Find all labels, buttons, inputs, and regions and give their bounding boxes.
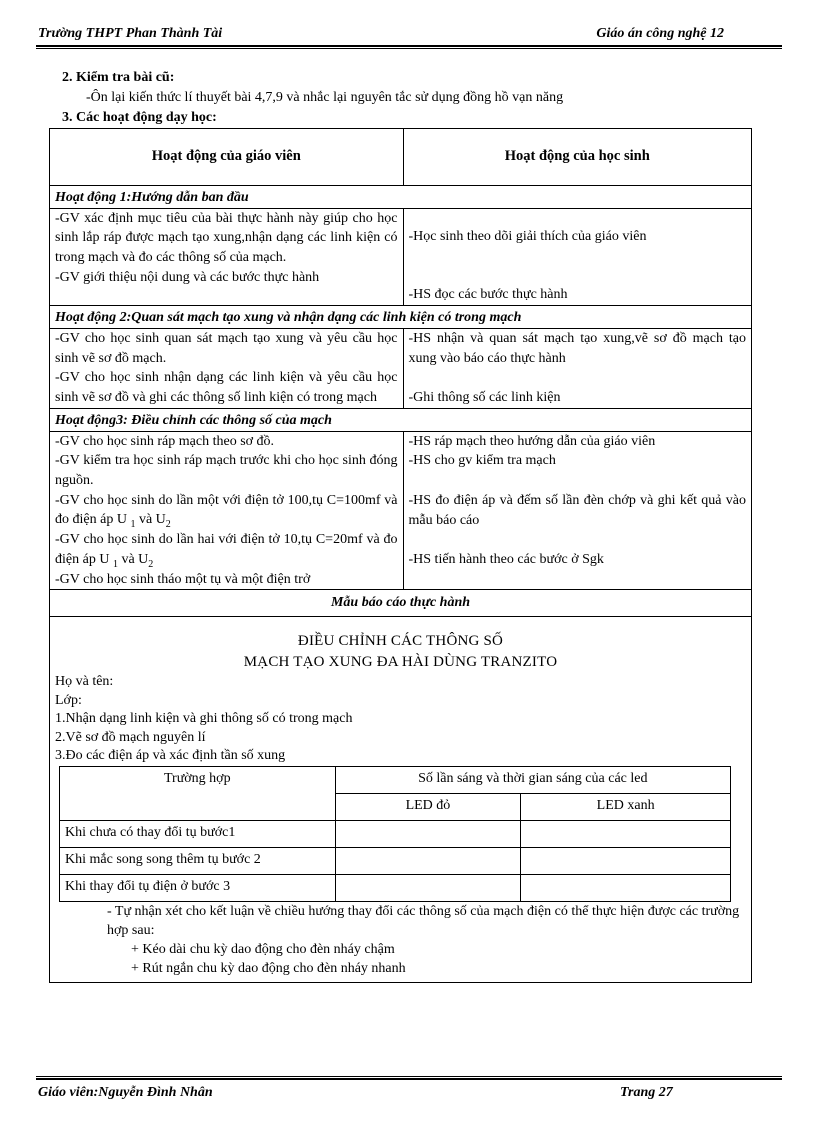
note-1: - Tự nhận xét cho kết luận về chiều hướng thay đổi các thông số của mạch điện có thể thực hiện được các trường hợp sau: [107,903,740,938]
report-item-2: 2.Vẽ sơ đồ mạch nguyên lí [55,729,206,745]
report-item-1: 1.Nhận dạng linh kiện và ghi thông số có trong mạch [55,711,353,727]
table-header-row [50,129,752,186]
page-number: Trang 27 [620,1085,673,1100]
report-content [50,617,752,983]
report-title-row [50,590,752,617]
col-student-header: Hoạt động của học sinh [403,129,752,186]
activity3-row [50,431,752,590]
page-footer [36,1083,782,1103]
activity3-title: Hoạt động3: Điều chỉnh các thông số của mạch [50,408,752,431]
case-cell: Khi mắc song song thêm tụ bước 2 [60,847,336,874]
col-case-header: Trường hợp [60,766,336,820]
activity1-student-1: -Học sinh theo dõi giải thích của giáo viên [408,228,647,244]
table-row [60,820,731,847]
activity3-student-4: -HS tiến hành theo các bước ở Sgk [408,552,604,568]
report-notes [107,902,746,978]
green-cell [521,874,731,901]
footer-rule-thin [36,1076,782,1077]
col-red-header: LED đỏ [335,793,521,820]
activity3-teacher-3: -GV cho học sinh do lần một với điện tở 100,tụ C=100mf và đo điện áp U $_1$ và $U_2$ [55,492,398,531]
table-row [60,874,731,901]
footer-rule [36,1078,782,1080]
teacher-name: Giáo viên:Nguyễn Đình Nhân [38,1085,213,1100]
col-teacher-header: Hoạt động của giáo viên [50,129,404,186]
report-title: Mẫu báo cáo thực hành [50,590,752,617]
case-cell: Khi thay đổi tụ điện ở bước 3 [60,874,336,901]
header-rule-thin [36,48,782,49]
green-cell [521,820,731,847]
note-3: + Rút ngắn chu kỳ dao động cho đèn nháy nhanh [131,960,406,976]
activity1-row [50,208,752,305]
activity2-title: Hoạt động 2:Quan sát mạch tạo xung và nhận dạng các linh kiện có trong mạch [50,306,752,329]
case-cell: Khi chưa có thay đổi tụ bước1 [60,820,336,847]
activity3-title-row [50,408,752,431]
report-heading-2: MẠCH TẠO XUNG ĐA HÀI DÙNG TRANZITO [243,654,558,671]
activity1-title-row [50,186,752,209]
red-cell [335,874,521,901]
activity3-student [403,431,752,590]
activity1-student-2: -HS đọc các bước thực hành [408,287,568,303]
subject-title: Giáo án công nghệ 12 [596,26,724,41]
red-cell [335,820,521,847]
section2-title: 2. Kiểm tra bài cũ: [62,70,175,85]
green-cell [521,847,731,874]
page-header [36,24,782,44]
activity2-student-1: -HS nhận và quan sát mạch tạo xung,vẽ sơ đồ mạch tạo xung vào báo cáo thực hành [408,330,746,366]
activity3-student-1: -HS ráp mạch theo hướng dẫn của giáo viên [408,433,656,449]
activity2-teacher-2: -GV cho học sinh nhận dạng các linh kiện và yêu cầu học sinh vẽ sơ đồ và ghi các thông số linh kiện có trong mạch [55,370,398,405]
report-row [50,617,752,983]
report-results-table [59,766,731,902]
col-group-header: Số lần sáng và thời gian sáng của các led [335,766,730,793]
report-item-3: 3.Đo các điện áp và xác định tần số xung [55,748,286,764]
school-name: Trường THPT Phan Thành Tài [38,26,223,41]
activity1-teacher-2: -GV giới thiệu nội dung và các bước thực hành [55,269,320,285]
report-heading-1: ĐIỀU CHỈNH CÁC THÔNG SỐ [297,633,504,650]
activity2-student [403,328,752,408]
activity2-student-2: -Ghi thông số các linh kiện [408,390,561,406]
activity3-student-3: -HS đo điện áp và đếm số lần đèn chớp và ghi kết quả vào mẫu báo cáo [408,493,746,528]
header-rule [36,45,782,47]
activity2-teacher [50,328,404,408]
red-cell [335,847,521,874]
note-2: + Kéo dài chu kỳ dao động cho đèn nháy chậm [131,941,395,957]
activity3-teacher-5: -GV cho học sinh tháo một tụ và một điện trở [55,571,311,587]
activity2-title-row [50,306,752,329]
section3-title: 3. Các hoạt động dạy học: [62,110,217,125]
activity2-row [50,328,752,408]
activity3-teacher-4: -GV cho học sinh do lần hai với điện tở 10,tụ C=20mf và đo điện áp U $_1$ và $U_2$ [55,532,398,570]
class-label: Lớp: [55,692,82,708]
activity3-teacher-1: -GV cho học sinh ráp mạch theo sơ đồ. [55,433,275,449]
section2-text: -Ôn lại kiến thức lí thuyết bài 4,7,9 và nhắc lại nguyên tắc sử dụng đồng hồ vạn năng [86,90,564,105]
results-header-row [60,766,731,793]
name-label: Họ và tên: [55,674,114,690]
activity3-teacher [50,431,404,590]
activity1-teacher [50,208,404,305]
table-row [60,847,731,874]
lesson-activities-table [49,128,752,983]
activity1-student [403,208,752,305]
activity1-teacher-1: -GV xác định mục tiêu của bài thực hành này giúp cho học sinh lắp ráp được mạch tạo xung,nhận dạng các linh kiện có trong mạch và đo các thông số của mạch. [55,210,398,266]
col-green-header: LED xanh [521,793,731,820]
activity2-teacher-1: -GV cho học sinh quan sát mạch tạo xung và yêu cầu học sinh vẽ sơ đồ mạch. [55,330,398,366]
activity1-title: Hoạt động 1:Hướng dẫn ban đầu [50,186,752,209]
activity3-teacher-2: -GV kiểm tra học sinh ráp mạch trước khi cho học sinh đóng nguồn. [55,453,398,489]
activity3-student-2: -HS cho gv kiểm tra mạch [408,453,556,469]
